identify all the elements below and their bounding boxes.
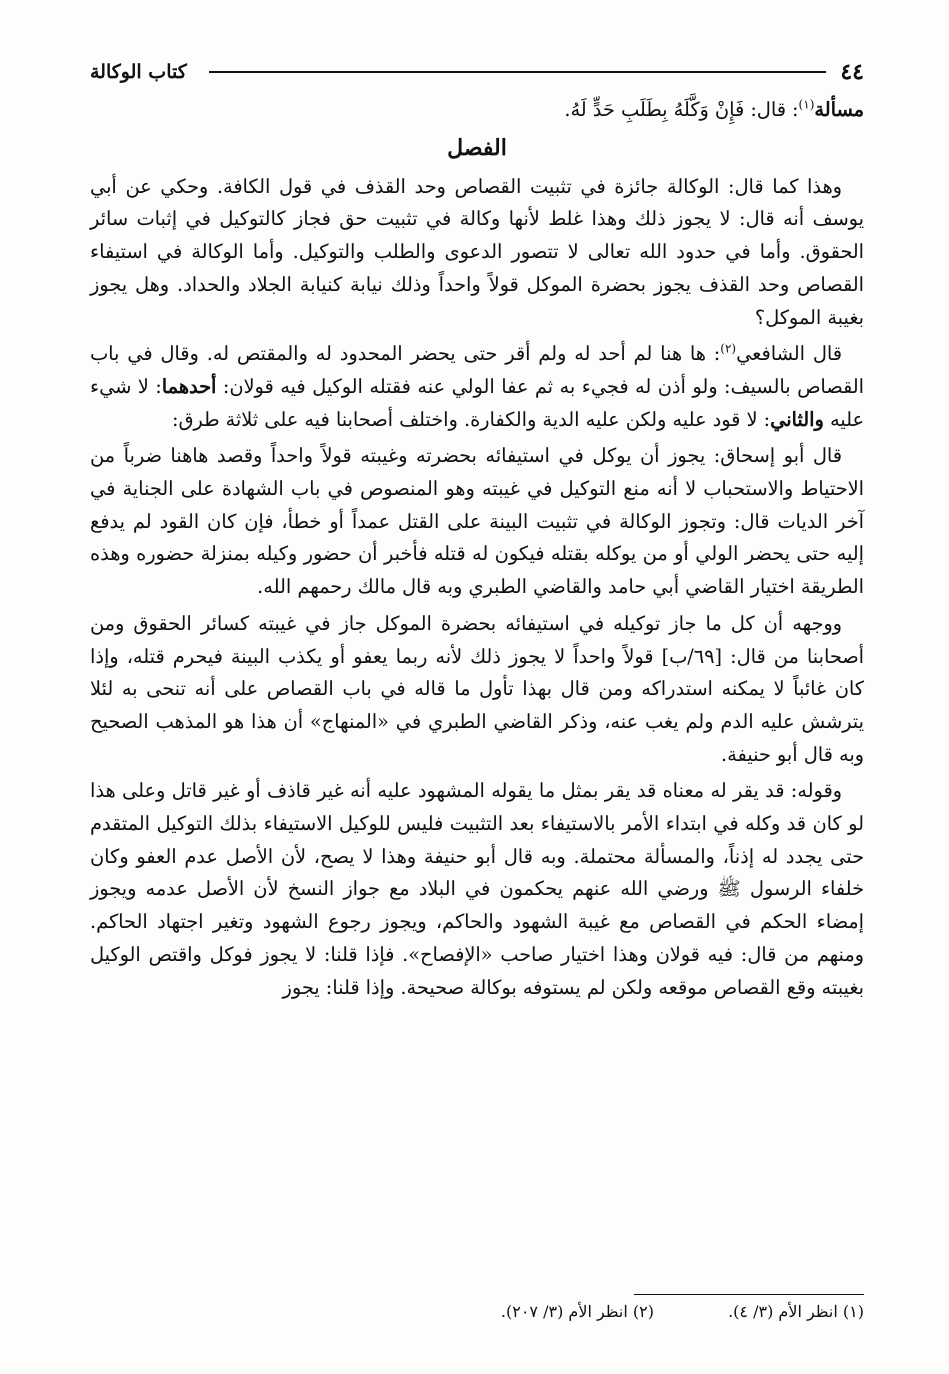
page-body: [90, 94, 864, 1004]
masala-label: مسألة: [814, 98, 864, 121]
footnote-ref-1: (١): [798, 97, 815, 112]
footnotes: [90, 1302, 864, 1321]
paragraph-4: ووجهه أن كل ما جاز توكيله في استيفائه بحضرة الموكل جاز في غيبته كسائر الحقوق ومن أصحابنا من قال: [٦٩/ب] قولاً واحداً لا يجوز ذلك لأنه ربما يعفو أو يكذب البينة فيحرم قتله، وإذا كان غائباً لا يمكنه استدراكه ومن قال بهذا تأول ما قاله في باب القصاص على أنه تنحى به لئلا يترشش عليه الدم ولم يغب عنه، وذكر القاضي الطبري في «المنهاج» أن هذا هو المذهب الصحيح وبه قال أبو حنيفة.: [90, 611, 865, 766]
p2-part-b: : ها هنا لم أحد له ولم أقر حتى يحضر المحدود له والمقتص له. وقال في باب القصاص بالسيف: ولو أذن له فجيء به ثم عفا الولي عنه فقتله الوكيل فيه قولان:: [90, 342, 865, 398]
p2-second-opinion: والثاني: [770, 407, 824, 431]
paragraph-5: وقوله: قد يقر له معناه قد يقر بمثل ما يقوله المشهود عليه أنه غير قاذف أو غير قاتل وعلى هذا لو كان قد وكله في ابتداء الأمر بالاستيفاء بعد التثبيت فليس للوكيل الاستيفاء بذلك التوكيل المتقدم حتى يجدد له إذناً، والمسألة محتملة. وبه قال أبو حنيفة وهذا لا يصح، لأن الأصل عدم العفو وكان خلفاء الرسول ﷺ ورضي الله عنهم يحكمون في البلاد مع جواز النسخ لأن الأصل عدمه ويجوز إمضاء الحكم في القصاص مع غيبة الشهود والحاكم، ويجوز رجوع الشهود وتغير اجتهاد الحاكم. ومنهم من قال: فيه قولان وهذا اختيار صاحب «الإفصاح». فإذا قلنا: لا يجوز فوكل واقتص الوكيل بغيبته وقع القصاص موقعه ولكن لم يستوفه بوكالة صحيحة. وإذا قلنا: يجوز: [90, 779, 864, 999]
page-number: ٤٤: [840, 59, 864, 85]
paragraph-1: وهذا كما قال: الوكالة جائزة في تثبيت القصاص وحد القذف في قول الكافة. وحكي عن أبي يوسف أنه قال: لا يجوز ذلك وهذا غلط لأنها وكالة في تثبيت حق فجاز كالتوكيل في إثبات سائر الحقوق. وأما في حدود الله تعالى لا تتصور الدعوى والطلب والتوكيل. وأما الوكالة في استيفاء القصاص وحد القذف يجوز بحضرة الموكل قولاً واحداً وذلك نيابة كنيابة الجلاد والحداد. وهل يجوز بغيبة الموكل؟: [90, 174, 864, 329]
footnote-rule: [634, 1294, 864, 1295]
footnote-1: (١) انظر الأم (٣/ ٤).: [728, 1302, 864, 1321]
book-title: كتاب الوكالة: [90, 61, 187, 83]
running-header: [90, 50, 864, 94]
header-rule: [209, 71, 827, 73]
p2-part-d: : لا قود عليه ولكن عليه الدية والكفارة. واختلف أصحابنا فيه على ثلاثة طرق:: [171, 407, 771, 431]
masala-text: : قال: فَإِنْ وَكَّلَهُ بِطَلَبِ حَدٍّ لَهُ.: [564, 98, 799, 121]
masala-line: [90, 94, 864, 127]
p2-first-opinion: أحدهما: [161, 374, 217, 398]
paragraph-2: [90, 338, 864, 436]
footnote-2: (٢) انظر الأم (٣/ ٢٠٧).: [500, 1302, 654, 1321]
p2-part-c: : لا شيء عليه: [90, 374, 864, 431]
section-title: الفصل: [447, 134, 507, 161]
footnote-ref-2: (٢): [720, 341, 737, 356]
p2-part-a: قال الشافعي: [736, 342, 842, 366]
paragraph-3: قال أبو إسحاق: يجوز أن يوكل في استيفائه بحضرته وغيبته قولاً واحداً وقصد هاهنا ضرباً من الاحتياط والاستحباب لا أنه منع التوكيل في غيبته وهو المنصوص في باب الشهادة على الجناية في آخر الديات قال: وتجوز الوكالة في تثبيت البينة على القتل عمداً أو خطأ، فإن كان القود لم يدفع إليه حتى يحضر الولي أو من يوكله بقتله فيكون له قتله فأخبر أن حضور وكيله بمنزلة حضوره وهذه الطريقة اختيار القاضي أبي حامد والقاضي الطبري وبه قال مالك رحمهم الله.: [90, 444, 864, 599]
